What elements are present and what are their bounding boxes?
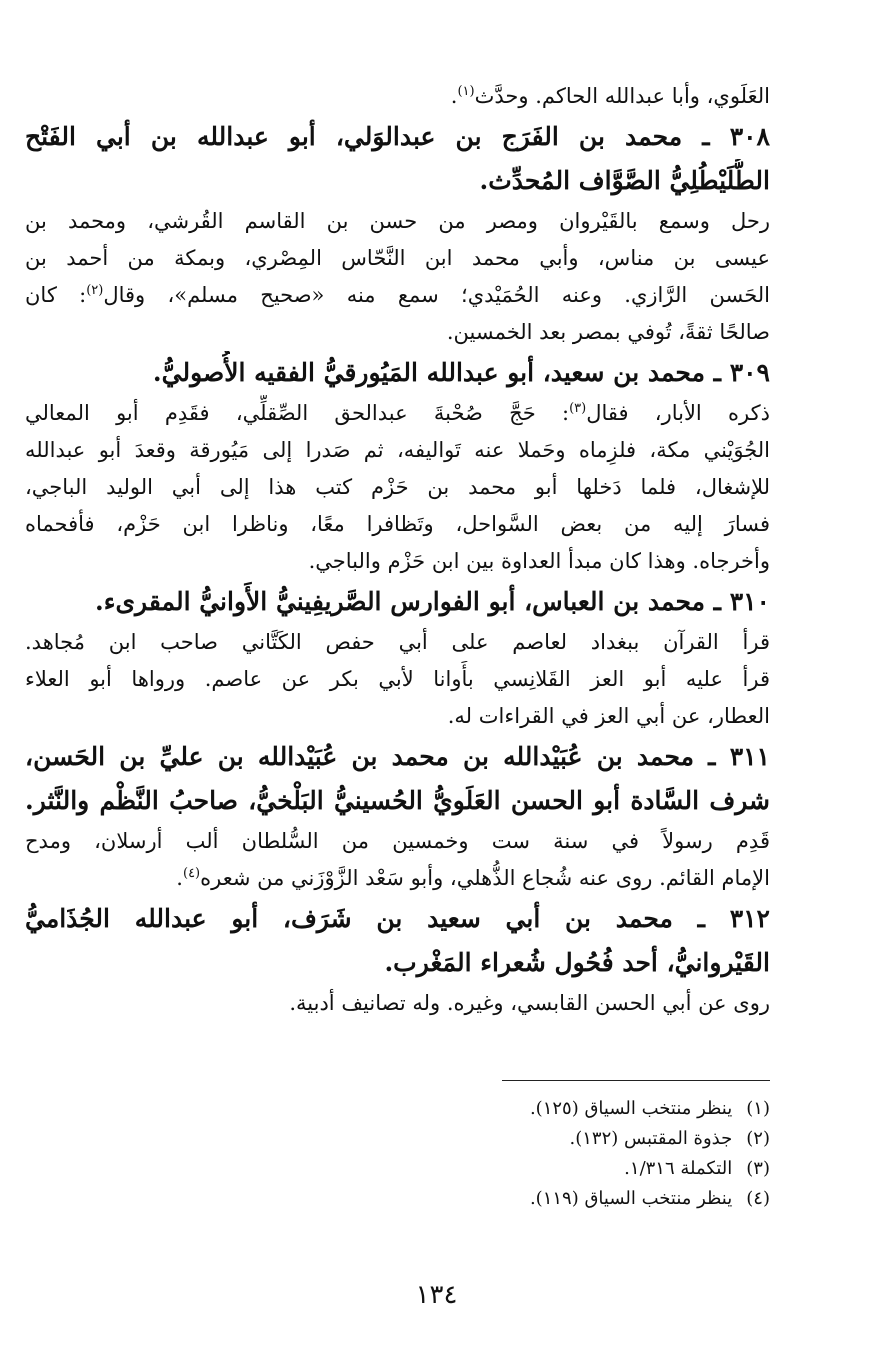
line-text: ذكره الأبار، فقال — [586, 401, 770, 425]
footnote-number: (١) — [746, 1098, 770, 1119]
line-text-continued: . — [176, 866, 183, 890]
line-text: القَيْروانيُّ، أحد فُحُول شُعراء المَغْرب. — [384, 948, 770, 977]
line-text: ٣١١ ـ محمد بن عُبَيْدالله بن محمد بن عُبَيْدالله بن عليِّ بن الحَسن، — [25, 742, 770, 771]
line-text: الطُّلَيْطُلِيُّ الصَّوَّاف المُحدِّث. — [479, 166, 770, 195]
body-text-line — [25, 469, 770, 506]
body-text-line — [25, 203, 770, 240]
line-text: وأخرجاه. وهذا كان مبدأ العداوة بين ابن حَزْم والباجي. — [308, 549, 770, 573]
body-text-line — [25, 395, 770, 432]
footnote-text: ينظر منتخب السياق (١١٩). — [529, 1188, 733, 1209]
line-text: الإمام القائم. روى عنه شُجاع الذُّهلي، وأبو سَعْد الزَّوْزَني من شعره — [200, 866, 770, 890]
footnote-reference: (٣) — [569, 401, 587, 416]
entry-heading-line — [25, 897, 770, 941]
entry-heading-line — [25, 941, 770, 985]
footnote-number: (٣) — [746, 1158, 770, 1179]
footnotes — [300, 1094, 770, 1214]
line-text: الحَسن الرَّازي. وعنه الحُمَيْدي؛ سمع منه «صحيح مسلم»، وقال — [103, 283, 770, 307]
footnote-number: (٤) — [746, 1188, 770, 1209]
line-text: ٣٠٨ ـ محمد بن الفَرَج بن عبدالوَلي، أبو عبدالله بن أبي الفَتْح — [25, 122, 770, 151]
body-text-line — [25, 432, 770, 469]
body-text-line — [25, 506, 770, 543]
footnote — [300, 1154, 770, 1184]
footnote — [300, 1094, 770, 1124]
body-text-line — [25, 314, 770, 351]
main-text — [25, 78, 770, 1022]
line-text: العطار، عن أبي العز في القراءات له. — [447, 704, 770, 728]
footnote-reference: (٤) — [182, 866, 201, 881]
footnote-text: التكملة ١/٣١٦. — [624, 1158, 733, 1179]
footnote-text: جذوة المقتبس (١٣٢). — [569, 1128, 733, 1149]
body-text-line — [25, 823, 770, 860]
line-text: ٣٠٩ ـ محمد بن سعيد، أبو عبدالله المَيُورقيُّ الفقيه الأُصوليُّ. — [152, 358, 770, 387]
line-text-continued: : حَجَّ صُحْبةَ عبدالحق الصِّقلِّي، فقَدِم أبو المعالي — [25, 401, 570, 425]
footnote — [300, 1184, 770, 1214]
footnote-reference: (١) — [457, 84, 475, 99]
line-text: قرأ عليه أبو العز القَلانِسي بأَوانا لأبي بكر عن عاصم. ورواها أبو العلاء — [25, 667, 770, 691]
line-text: ٣١٠ ـ محمد بن العباس، أبو الفوارس الصَّريفِينيُّ الأَوانيُّ المقرىء. — [95, 587, 770, 616]
line-text: فسارَ إليه من بعض السَّواحل، وتَظافرا معًا، وناظرا ابن حَزْم، فأفحماه — [25, 512, 770, 536]
entry-heading-line — [25, 351, 770, 395]
line-text: ٣١٢ ـ محمد بن أبي سعيد بن شَرَف، أبو عبدالله الجُذَاميُّ — [25, 904, 770, 933]
body-text-line — [25, 240, 770, 277]
page-number: ١٣٤ — [415, 1280, 458, 1310]
body-text-line — [25, 661, 770, 698]
body-text-line — [25, 277, 770, 314]
line-text-continued: . — [450, 84, 458, 108]
footnote-number: (٢) — [746, 1128, 770, 1149]
body-text-line — [25, 543, 770, 580]
line-text: الجُوَيْني مكة، فلزِماه وحَملا عنه تَواليفه، ثم صَدرا إلى مَيُورقة وقعدَ أبو عبدالله — [25, 438, 770, 462]
entry-heading-line — [25, 115, 770, 159]
line-text: رحل وسمع بالقَيْروان ومصر من حسن بن القاسم القُرشي، ومحمد بن — [25, 209, 770, 233]
body-text-line — [25, 78, 770, 115]
entry-heading-line — [25, 159, 770, 203]
entry-heading-line — [25, 779, 770, 823]
line-text: صالحًا ثقةً، تُوفي بمصر بعد الخمسين. — [446, 320, 770, 344]
entry-heading-line — [25, 735, 770, 779]
line-text: قَدِم رسولاً في سنة ست وخمسين من السُّلطان ألب أرسلان، ومدح — [25, 829, 770, 853]
entry-heading-line — [25, 580, 770, 624]
body-text-line — [25, 860, 770, 897]
line-text: العَلَوي، وأبا عبدالله الحاكم. وحدَّث — [474, 84, 770, 108]
line-text: شرف السَّادة أبو الحسن العَلَويُّ الحُسينيُّ البَلْخيُّ، صاحبُ النَّظْم والنَّثر. — [25, 786, 770, 815]
footnote-divider — [502, 1080, 770, 1081]
line-text: للإشغال، فلما دَخلها أبو محمد بن حَزْم كتب هذا إلى أبي الوليد الباجي، — [25, 475, 770, 499]
line-text: روى عن أبي الحسن القابسي، وغيره. وله تصانيف أدبية. — [289, 991, 770, 1015]
footnote-text: ينظر منتخب السياق (١٢٥). — [529, 1098, 733, 1119]
footnote — [300, 1124, 770, 1154]
body-text-line — [25, 624, 770, 661]
body-text-line — [25, 985, 770, 1022]
line-text: قرأ القرآن ببغداد لعاصم على أبي حفص الكَتَّاني صاحب ابن مُجاهد. — [25, 630, 770, 654]
line-text: عيسى بن مناس، وأبي محمد ابن النَّحّاس المِصْري، وبمكة من أحمد بن — [25, 246, 770, 270]
line-text-continued: : كان — [25, 283, 87, 307]
body-text-line — [25, 698, 770, 735]
footnote-reference: (٢) — [86, 283, 104, 298]
